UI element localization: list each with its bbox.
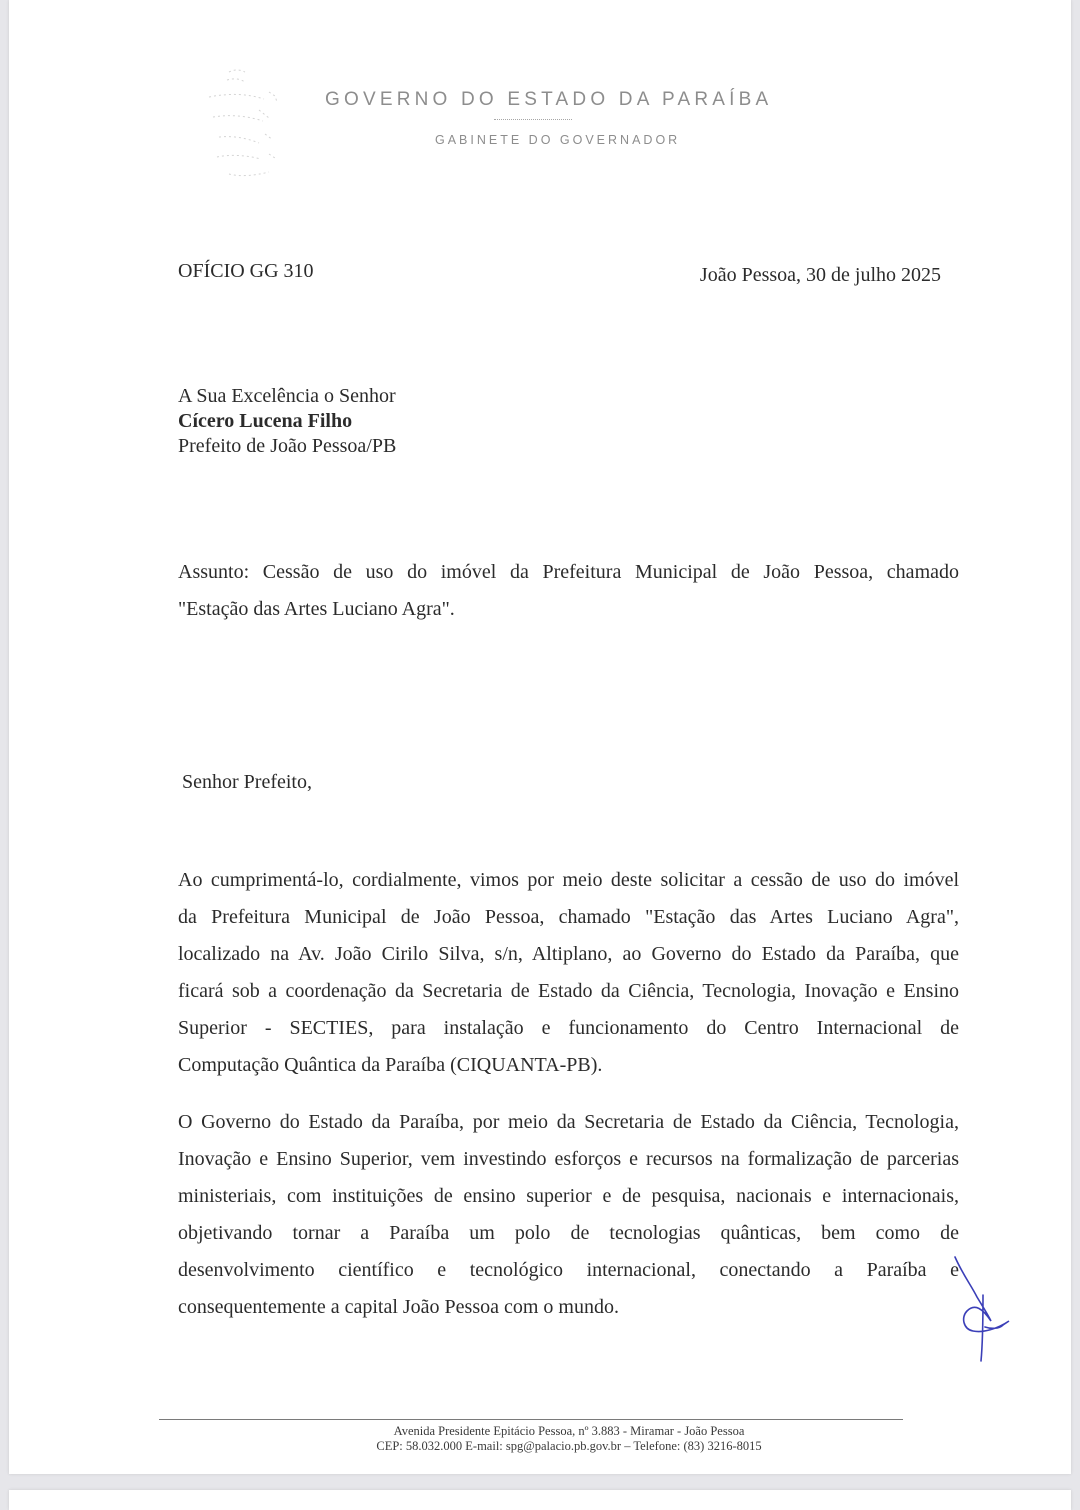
letterhead-subtitle: GABINETE DO GOVERNADOR [435, 133, 681, 147]
next-document-page [9, 1490, 1071, 1510]
letterhead-title: GOVERNO DO ESTADO DA PARAÍBA [325, 89, 773, 110]
initials-signature-icon [953, 1255, 1013, 1363]
paragraph-line: Ao cumprimentá-lo, cordialmente, vimos por meio deste solicitar a cessão de uso do imóvel [178, 869, 959, 891]
paragraph-line: ficará sob a coordenação da Secretaria de Estado da Ciência, Tecnologia, Inovação e Ensino [178, 980, 959, 1002]
footer-contact: CEP: 58.032.000 E-mail: spg@palacio.pb.gov.br – Telefone: (83) 3216-8015 [376, 1439, 762, 1453]
document-reference: OFÍCIO GG 310 [178, 260, 314, 282]
subject-line: Assunto: Cessão de uso do imóvel da Prefeitura Municipal de João Pessoa, chamado [178, 561, 959, 583]
body-paragraph-2 [178, 1104, 959, 1326]
paragraph-line: localizado na Av. João Cirilo Silva, s/n, Altiplano, ao Governo do Estado da Paraíba, que [178, 943, 959, 965]
body-paragraph-1 [178, 862, 959, 1084]
paragraph-line: consequentemente a capital João Pessoa com o mundo. [178, 1296, 619, 1318]
subject-line: "Estação das Artes Luciano Agra". [178, 598, 455, 620]
paragraph-line: Inovação e Ensino Superior, vem investindo esforços e recursos na formalização de parcerias [178, 1148, 959, 1170]
footer-divider [159, 1419, 903, 1420]
addressee-name: Cícero Lucena Filho [178, 410, 353, 432]
addressee-title: Prefeito de João Pessoa/PB [178, 435, 397, 457]
paragraph-line: Computação Quântica da Paraíba (CIQUANTA-PB). [178, 1054, 603, 1076]
footer-address: Avenida Presidente Epitácio Pessoa, nº 3.883 - Miramar - João Pessoa [393, 1424, 745, 1438]
greeting: Senhor Prefeito, [182, 771, 312, 793]
document-page [9, 0, 1071, 1474]
paragraph-line: da Prefeitura Municipal de João Pessoa, chamado "Estação das Artes Luciano Agra", [178, 906, 959, 928]
state-coat-of-arms-icon [199, 62, 294, 182]
paragraph-line: desenvolvimento científico e tecnológico internacional, conectando a Paraíba e [178, 1259, 959, 1281]
addressee-salutation: A Sua Excelência o Senhor [178, 385, 396, 407]
paragraph-line: O Governo do Estado da Paraíba, por meio da Secretaria de Estado da Ciência, Tecnologia, [178, 1111, 959, 1133]
paragraph-line: Superior - SECTIES, para instalação e funcionamento do Centro Internacional de [178, 1017, 959, 1039]
paragraph-line: ministeriais, com instituições de ensino superior e de pesquisa, nacionais e internacionais, [178, 1185, 959, 1207]
place-and-date: João Pessoa, 30 de julho 2025 [699, 264, 941, 286]
subject-block [178, 554, 959, 628]
paragraph-line: objetivando tornar a Paraíba um polo de tecnologias quânticas, bem como de [178, 1222, 959, 1244]
letterhead-divider [494, 119, 572, 120]
